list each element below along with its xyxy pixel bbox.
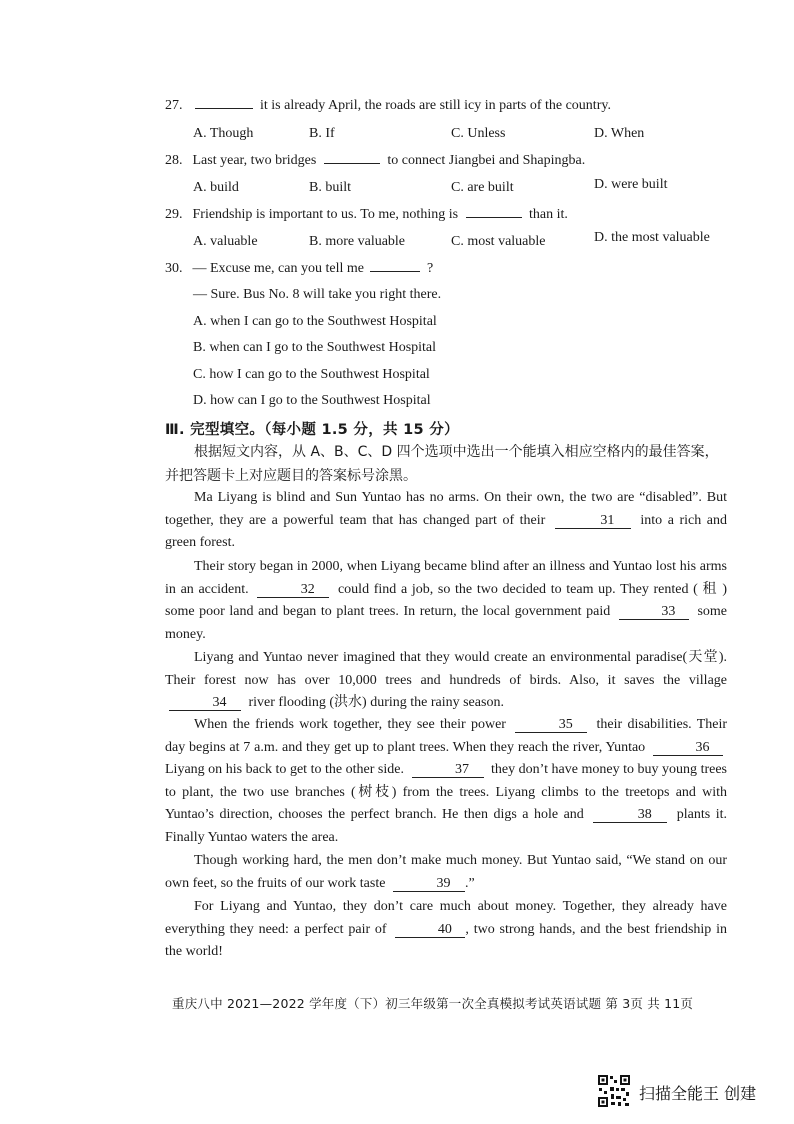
- blank-36: 36: [653, 740, 723, 756]
- blank-39: 39: [393, 876, 465, 892]
- question-text-pre: — Excuse me, can you tell me: [192, 261, 364, 276]
- blank-40: 40: [395, 922, 465, 938]
- blank-38: 38: [593, 807, 667, 823]
- option-a: A. valuable: [193, 234, 258, 249]
- passage-text: Liyang and Yuntao never imagined that they would create an environmental paradise(天堂). Their forest now has over 10,000 trees and hundreds of birds. Also, it saves the village: [165, 650, 727, 688]
- question-27: [165, 96, 611, 115]
- question-30: [165, 259, 433, 278]
- passage-text: , two strong hands, and the best friendship in the world!: [165, 921, 728, 959]
- option-c: C. are built: [451, 180, 514, 195]
- option-b: B. more valuable: [309, 234, 406, 249]
- passage-paragraph-2: [165, 556, 727, 646]
- question-text-post: to connect Jiangbei and Shapingba.: [387, 153, 586, 168]
- option-b: B. built: [309, 180, 352, 195]
- passage-paragraph-3: [165, 647, 727, 715]
- scanner-watermark: 扫描全能王 创建: [639, 1084, 757, 1103]
- blank-33: 33: [619, 604, 689, 620]
- page-footer: 重庆八中 2021—2022 学年度（下）初三年级第一次全真模拟考试英语试题 第 3页 共 11页: [172, 996, 694, 1011]
- question-number: 29.: [165, 207, 183, 222]
- blank-34: 34: [169, 695, 241, 711]
- blank-31: 31: [555, 513, 631, 529]
- passage-text: into a rich and green forest.: [165, 512, 728, 550]
- passage-text: plants it. Finally Yuntao waters the area.: [165, 807, 728, 845]
- passage-text: Liyang on his back to get to the other side.: [165, 762, 404, 777]
- answer-blank: [466, 205, 522, 218]
- question-text-post: ?: [426, 261, 434, 276]
- passage-paragraph-5: [165, 850, 727, 895]
- dialogue-reply: — Sure. Bus No. 8 will take you right there.: [193, 287, 442, 302]
- option-c: C. Unless: [451, 126, 506, 141]
- blank-32: 32: [257, 582, 329, 598]
- answer-blank: [324, 151, 380, 164]
- question-text-post: than it.: [529, 207, 568, 222]
- option-a: A. Though: [193, 126, 254, 141]
- passage-text: Ma Liyang is blind and Sun Yuntao has no arms. On their own, the two are “disabled”. But together, they are a powerful team that has changed part of their: [165, 490, 727, 528]
- option-c: C. how I can go to the Southwest Hospital: [193, 367, 430, 382]
- question-number: 28.: [165, 153, 183, 168]
- answer-blank: [370, 259, 420, 272]
- passage-paragraph-4: [165, 714, 727, 849]
- passage-text: .”: [464, 875, 475, 891]
- option-d: D. When: [594, 126, 645, 141]
- option-d: D. the most valuable: [594, 230, 710, 245]
- blank-35: 35: [515, 717, 587, 733]
- passage-text: they don’t have money to buy young trees to plant, the two use branches (树枝) from the trees. Liyang climbs to the treetops and with Yuntao’s direction, chooses the perfect branch. He then digs a hole and: [165, 762, 727, 822]
- option-a: A. build: [193, 180, 239, 195]
- passage-text: When the friends work together, they see their power: [194, 717, 506, 732]
- option-c: C. most valuable: [451, 234, 546, 249]
- passage-text: could find a job, so the two decided to team up. They rented ( 租 ) some poor land and began to plant trees. In return, the local government paid: [165, 581, 728, 619]
- passage-text: Though working hard, the men don’t make much money. But Yuntao said, “We stand on our own feet, so the fruits of our work taste: [165, 853, 727, 891]
- question-text: it is already April, the roads are still icy in parts of the country.: [260, 98, 611, 113]
- option-d: D. were built: [594, 177, 668, 192]
- section-title: Ⅲ. 完型填空。（每小题 1.5 分，共 15 分）: [165, 422, 459, 438]
- question-text-pre: Friendship is important to us. To me, nothing is: [192, 207, 459, 222]
- option-b: B. If: [309, 126, 335, 141]
- qr-code-icon: [597, 1074, 631, 1108]
- option-b: B. when can I go to the Southwest Hospital: [193, 340, 437, 355]
- question-28: [165, 151, 585, 170]
- answer-blank: [195, 96, 253, 109]
- option-d: D. how can I go to the Southwest Hospital: [193, 393, 431, 408]
- passage-text: river flooding (洪水) during the rainy season.: [248, 695, 504, 710]
- passage-paragraph-1: [165, 487, 727, 555]
- option-a: A. when I can go to the Southwest Hospital: [193, 314, 437, 329]
- blank-37: 37: [412, 762, 484, 778]
- section-instruction: 根据短文内容，从 A、B、C、D 四个选项中选出一个能填入相应空格内的最佳答案，并把答题卡上对应题目的答案标号涂黑。: [165, 444, 719, 484]
- passage-text: some money.: [165, 604, 728, 642]
- passage-paragraph-6: [165, 896, 727, 964]
- question-29: [165, 205, 568, 224]
- passage-text: Their story began in 2000, when Liyang became blind after an illness and Yuntao lost his arms in an accident.: [165, 559, 727, 597]
- question-number: 30.: [165, 261, 183, 276]
- question-text-pre: Last year, two bridges: [192, 153, 317, 168]
- passage-text: For Liyang and Yuntao, they don’t care much about money. Together, they already have everything they need: a perfect pair of: [165, 899, 727, 937]
- passage-text: their disabilities. Their day begins at 7 a.m. and they get up to plant trees. When they reach the river, Yuntao: [165, 717, 728, 755]
- question-number: 27.: [165, 98, 183, 113]
